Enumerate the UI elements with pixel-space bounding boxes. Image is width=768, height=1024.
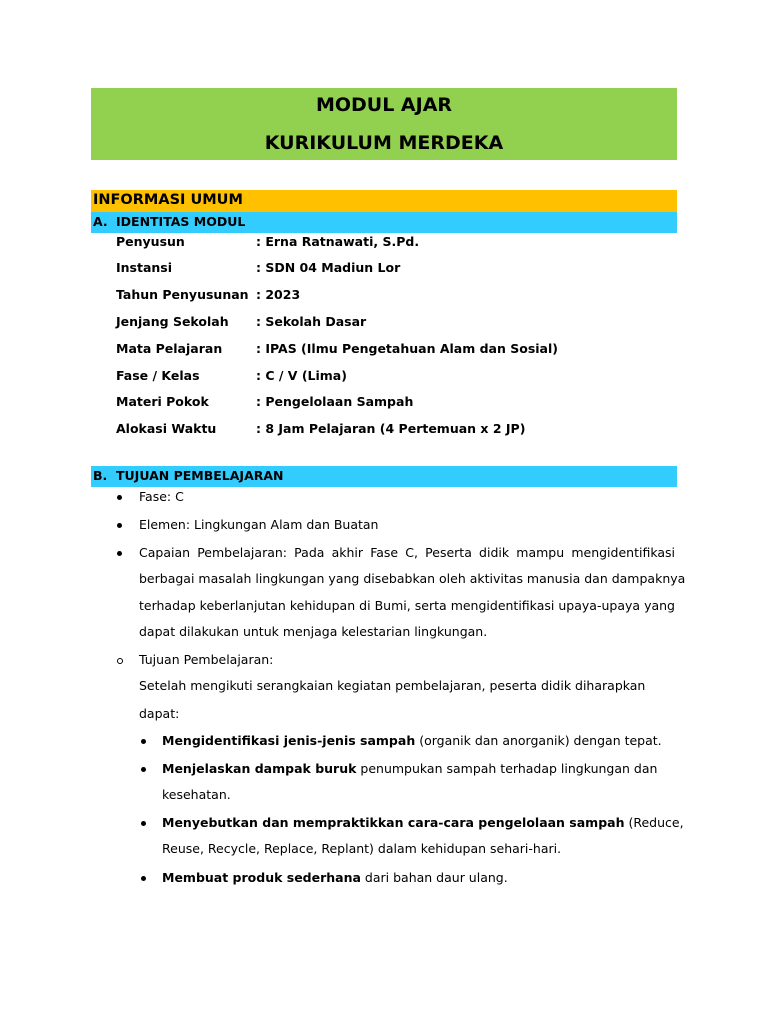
identity-row <box>116 419 676 439</box>
objective-rest: (organik dan anorganik) dengan tepat. <box>415 733 662 748</box>
objective-continuation: Reuse, Recycle, Replace, Replant) dalam kehidupan sehari-hari. <box>162 841 562 856</box>
identity-value: : IPAS (Ilmu Pengetahuan Alam dan Sosial) <box>256 341 558 356</box>
objective-item <box>162 813 684 833</box>
tujuan-intro: Setelah mengikuti serangkaian kegiatan pembelajaran, peserta didik diharapkan <box>139 678 646 693</box>
identity-key: Materi Pokok <box>116 394 209 409</box>
capaian-line: Capaian Pembelajaran: Pada akhir Fase C, Peserta didik mampu mengidentifikasi <box>139 545 675 560</box>
bullet-icon <box>117 523 122 528</box>
identity-value: : Sekolah Dasar <box>256 314 367 329</box>
section-a-header <box>91 212 677 233</box>
identity-key: Mata Pelajaran <box>116 341 223 356</box>
objective-item <box>162 731 662 751</box>
identity-row <box>116 392 676 412</box>
identity-key: Fase / Kelas <box>116 368 200 383</box>
fase-text: Fase: C <box>139 489 184 504</box>
capaian-line: dapat dilakukan untuk menjaga kelestarian lingkungan. <box>139 624 488 639</box>
section-a-label: IDENTITAS MODUL <box>116 214 246 229</box>
identity-value: : 2023 <box>256 287 301 302</box>
identity-value: : 8 Jam Pelajaran (4 Pertemuan x 2 JP) <box>256 421 526 436</box>
objective-item <box>162 759 657 779</box>
tujuan-intro: dapat: <box>139 706 180 721</box>
bullet-icon <box>141 739 146 744</box>
identity-key: Alokasi Waktu <box>116 421 217 436</box>
objective-bold: Menyebutkan dan mempraktikkan cara-cara pengelolaan sampah <box>162 815 625 830</box>
identity-key: Instansi <box>116 260 173 275</box>
objective-bold: Membuat produk sederhana <box>162 870 361 885</box>
title-line-1: MODUL AJAR <box>315 94 453 116</box>
section-a-letter: A. <box>93 214 108 229</box>
identity-key: Penyusun <box>116 234 185 249</box>
identity-row <box>116 258 676 278</box>
bullet-icon <box>141 767 146 772</box>
objective-bold: Mengidentifikasi jenis-jenis sampah <box>162 733 416 748</box>
section-b-letter: B. <box>93 468 108 483</box>
objective-item <box>162 868 508 888</box>
bullet-icon <box>141 821 146 826</box>
objective-rest: dari bahan daur ulang. <box>360 870 508 885</box>
hollow-bullet-icon <box>117 658 123 664</box>
identity-row <box>116 312 676 332</box>
tujuan-title: Tujuan Pembelajaran: <box>139 652 274 667</box>
section-b-header <box>91 466 677 487</box>
identity-value: : Pengelolaan Sampah <box>256 394 414 409</box>
identity-value: : C / V (Lima) <box>256 368 347 383</box>
elemen-text: Elemen: Lingkungan Alam dan Buatan <box>139 517 379 532</box>
capaian-line: terhadap keberlanjutan kehidupan di Bumi, serta mengidentifikasi upaya-upaya yang <box>139 598 675 613</box>
objective-rest: penumpukan sampah terhadap lingkungan dan <box>356 761 658 776</box>
identity-row <box>116 339 676 359</box>
identity-row <box>116 285 676 305</box>
section-b-label: TUJUAN PEMBELAJARAN <box>116 468 284 483</box>
objective-bold: Menjelaskan dampak buruk <box>162 761 357 776</box>
identity-row <box>116 232 676 252</box>
identity-value: : SDN 04 Madiun Lor <box>256 260 401 275</box>
bullet-icon <box>117 551 122 556</box>
objective-continuation: kesehatan. <box>162 787 231 802</box>
title-line-2: KURIKULUM MERDEKA <box>264 132 504 154</box>
objective-rest: (Reduce, <box>624 815 684 830</box>
capaian-line: berbagai masalah lingkungan yang disebabkan oleh aktivitas manusia dan dampaknya <box>139 571 686 586</box>
informasi-umum-header: INFORMASI UMUM <box>91 190 677 212</box>
identity-value: : Erna Ratnawati, S.Pd. <box>256 234 420 249</box>
identity-row <box>116 366 676 386</box>
identity-key: Tahun Penyusunan <box>116 287 249 302</box>
bullet-icon <box>117 495 122 500</box>
bullet-icon <box>141 876 146 881</box>
title-banner <box>91 88 677 160</box>
identity-key: Jenjang Sekolah <box>116 314 229 329</box>
